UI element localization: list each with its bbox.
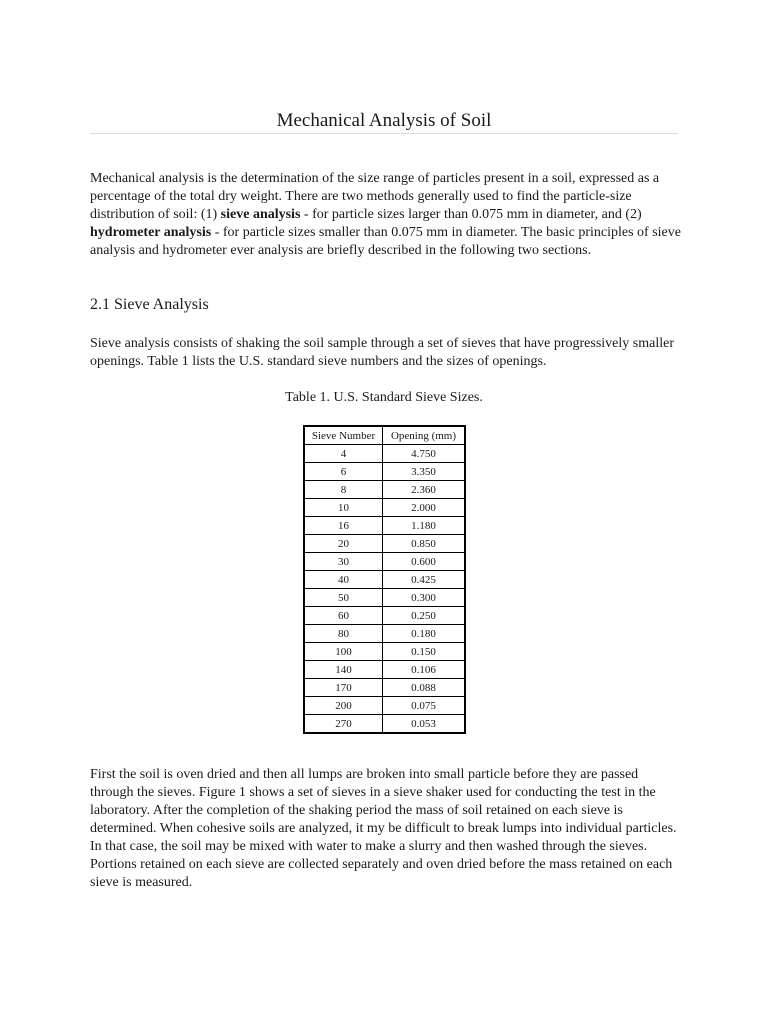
opening-cell: 0.250 (383, 607, 466, 625)
sieve-number-cell: 20 (304, 535, 383, 553)
procedure-paragraph: First the soil is oven dried and then all lumps are broken into small particle before they are passed through the sieves. Figure 1 shows a set of sieves in a sieve shaker used for conducting the test in the laboratory. After the completion of the shaking period the mass of soil retained on each sieve is determined. When cohesive soils are analyzed, it my be difficult to break lumps into individual particles. In that case, the soil may be mixed with water to make a slurry and then washed through the sieves. Portions retained on each sieve are collected separately and oven dried before the mass retained on each sieve is measured. (90, 767, 677, 890)
sieve-analysis-term: sieve analysis (220, 207, 301, 222)
sieve-number-cell: 60 (304, 607, 383, 625)
table-row (304, 481, 465, 499)
opening-cell: 3.350 (383, 463, 466, 481)
sieve-sizes-table (303, 425, 466, 734)
table-row (304, 697, 465, 715)
intro-text-1: Mechanical analysis is the determination of the size range of particles present in a soil, expressed as a percentage of the total dry weight. There are two methods generally used to find the particle-size distribution of soil: (1) (90, 171, 660, 222)
opening-cell: 0.600 (383, 553, 466, 571)
table-row (304, 445, 465, 463)
opening-cell: 0.106 (383, 661, 466, 679)
opening-cell: 2.000 (383, 499, 466, 517)
table-row (304, 625, 465, 643)
sieve-intro-paragraph: Sieve analysis consists of shaking the soil sample through a set of sieves that have progressively smaller openings. Table 1 lists the U.S. standard sieve numbers and the sizes of openings. (90, 336, 674, 369)
opening-cell: 0.150 (383, 643, 466, 661)
hydrometer-analysis-term: hydrometer analysis (90, 225, 212, 240)
table-row (304, 589, 465, 607)
table-row (304, 535, 465, 553)
sieve-number-cell: 16 (304, 517, 383, 535)
opening-cell: 4.750 (383, 445, 466, 463)
sieve-number-cell: 100 (304, 643, 383, 661)
table-row (304, 499, 465, 517)
sieve-number-cell: 10 (304, 499, 383, 517)
sieve-number-cell: 80 (304, 625, 383, 643)
opening-cell: 0.300 (383, 589, 466, 607)
sieve-number-cell: 6 (304, 463, 383, 481)
sieve-number-cell: 30 (304, 553, 383, 571)
title-divider (90, 133, 678, 134)
table-body (304, 445, 465, 734)
opening-cell: 1.180 (383, 517, 466, 535)
table-header-row (304, 426, 465, 445)
intro-text-2: - for particle sizes larger than 0.075 mm in diameter, and (2) (300, 207, 642, 222)
opening-cell: 0.180 (383, 625, 466, 643)
table-row (304, 517, 465, 535)
table-row (304, 715, 465, 734)
opening-cell: 0.850 (383, 535, 466, 553)
sieve-number-cell: 140 (304, 661, 383, 679)
sieve-number-cell: 8 (304, 481, 383, 499)
header-opening: Opening (mm) (383, 426, 466, 445)
opening-cell: 0.053 (383, 715, 466, 734)
table-caption: Table 1. U.S. Standard Sieve Sizes. (285, 390, 483, 405)
header-sieve-number: Sieve Number (304, 426, 383, 445)
sieve-number-cell: 200 (304, 697, 383, 715)
table-row (304, 553, 465, 571)
opening-cell: 2.360 (383, 481, 466, 499)
intro-text-3: - for particle sizes smaller than 0.075 mm in diameter. The basic principles of sieve analysis and hydrometer ever analysis are briefly described in the following two sections. (90, 225, 681, 258)
opening-cell: 0.425 (383, 571, 466, 589)
sieve-number-cell: 40 (304, 571, 383, 589)
table-row (304, 643, 465, 661)
table-row (304, 463, 465, 481)
opening-cell: 0.088 (383, 679, 466, 697)
opening-cell: 0.075 (383, 697, 466, 715)
sieve-number-cell: 4 (304, 445, 383, 463)
sieve-number-cell: 50 (304, 589, 383, 607)
sieve-number-cell: 170 (304, 679, 383, 697)
table-row (304, 571, 465, 589)
document-title: Mechanical Analysis of Soil (276, 110, 492, 131)
table-row (304, 679, 465, 697)
table-row (304, 607, 465, 625)
sieve-number-cell: 270 (304, 715, 383, 734)
intro-paragraph (90, 170, 682, 260)
table-row (304, 661, 465, 679)
section-heading: 2.1 Sieve Analysis (90, 296, 209, 313)
